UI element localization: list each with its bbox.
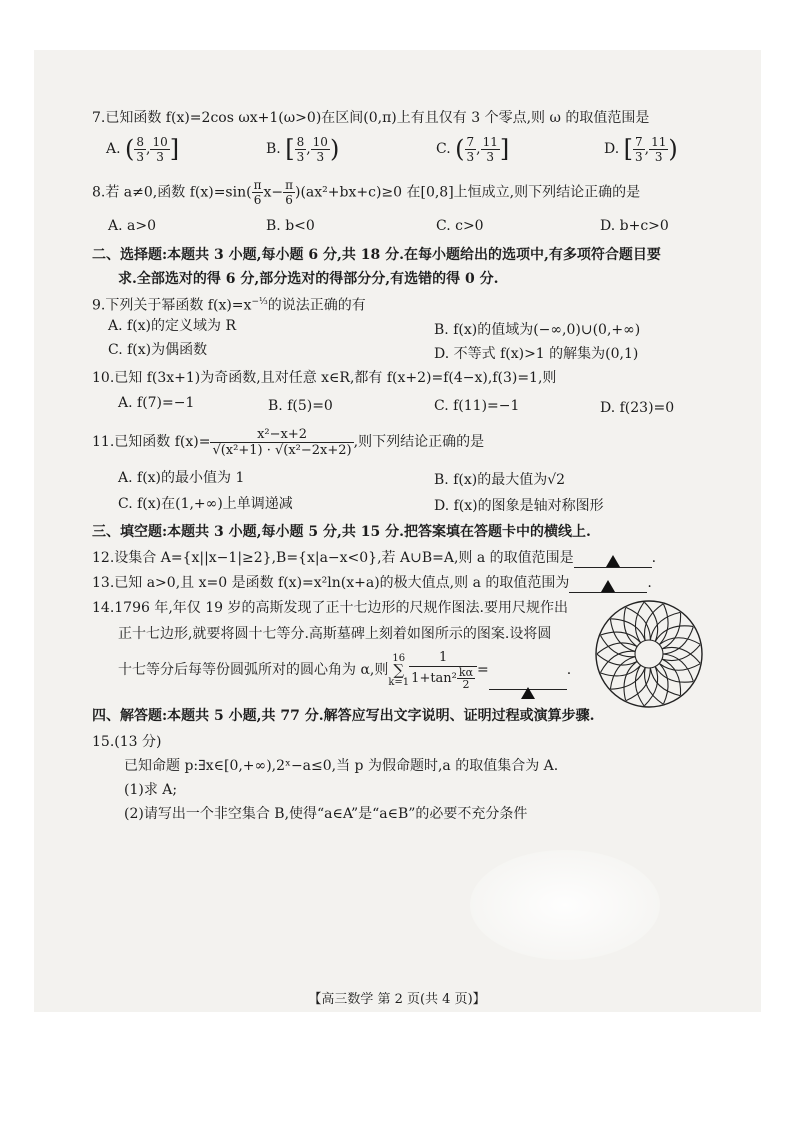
q15-line3: (2)请写出一个非空集合 B,使得“a∈A”是“a∈B”的必要不充分条件 xyxy=(124,806,528,822)
q11-fraction: $\frac{\text{x²−x+2}}{\text{√(x²+1) · √(x²−2x+2)}}$ xyxy=(212,426,352,458)
q7-stem: 7.已知函数 f(x)=2cos ωx+1(ω>0)在区间(0,π)上有且仅有 3 个零点,则 ω 的取值范围是 xyxy=(92,110,650,126)
petal-curve xyxy=(659,604,668,645)
q11-option-d: D. f(x)的图象是轴对称图形 xyxy=(434,498,604,514)
q15-line1: 已知命题 p:∃x∈[0,+∞),2ˣ−a≤0,当 p 为假命题时,a 的取值集合为 A. xyxy=(124,758,559,774)
q8-option-c: C. c>0 xyxy=(436,218,484,234)
q10-stem: 10.已知 f(3x+1)为奇函数,且对任意 x∈R,都有 f(x+2)=f(4−x),f(3)=1,则 xyxy=(92,370,557,386)
q10-option-d: D. f(23)=0 xyxy=(600,400,675,416)
q9-option-c: C. f(x)为偶函数 xyxy=(108,342,208,358)
petal-curve xyxy=(597,654,637,665)
q14-sum: 16 ∑ k=1 xyxy=(388,652,410,688)
triangle-icon xyxy=(606,555,620,567)
section4-heading: 四、解答题:本题共 5 小题,共 77 分.解答应写出文字说明、证明过程或演算步骤. xyxy=(92,708,595,724)
q14-line1: 14.1796 年,年仅 19 岁的高斯发现了正十七边形的尺规作图法.要用尺规作出 xyxy=(92,600,568,616)
q13-answer-blank xyxy=(569,576,647,593)
q8-option-a: A. a>0 xyxy=(108,218,156,234)
q14-line3: 十七等分后每等份圆弧所对的圆心角为 α,则16 ∑ k=1 1 1+tan² $\frac{k\alpha}{2}$ = . xyxy=(118,650,571,690)
q11-option-a: A. f(x)的最小值为 1 xyxy=(118,470,245,486)
q14-line2: 正十七边形,就要将圆十七等分.高斯墓碑上刻着如图所示的图案.设将圆 xyxy=(118,626,552,642)
q9-option-a: A. f(x)的定义域为 R xyxy=(108,318,237,334)
section2-line1: 二、选择题:本题共 3 小题,每小题 6 分,共 18 分.在每小题给出的选项中,有多项符合题目要 xyxy=(92,247,661,263)
q15-line2: (1)求 A; xyxy=(124,782,178,798)
q8-frac-2: $\frac{\pi}{6}$ xyxy=(285,178,293,207)
page-footer: 【高三数学 第 2 页(共 4 页)】 xyxy=(308,992,486,1007)
petal-curve xyxy=(600,651,635,672)
q11-stem: 11.已知函数 f(x)= $\frac{\text{x²−x+2}}{\text{√(x²+1) · √(x²−2x+2)}}$ ,则下列结论正确的是 xyxy=(92,426,485,458)
q9-stem: 9.下列关于幂函数 $f(x)=x^{-\frac{1}{3}}$的说法正确的有 xyxy=(92,297,366,314)
petal-curve xyxy=(635,665,644,706)
petal-curve xyxy=(600,635,635,656)
inner-circle xyxy=(635,640,663,668)
petal-curve xyxy=(635,602,644,643)
q10-option-c: C. f(11)=−1 xyxy=(434,398,520,414)
q8-stem: 8.若 a≠0,函数 f(x)=sin( $\frac{\pi}{6}$ x− $\frac{\pi}{6}$ )(ax²+bx+c)≥0 在[0,8]上恒成立,则下列结论正确的是 xyxy=(92,178,641,207)
petal-curve xyxy=(601,632,641,643)
q14-fraction: 1 1+tan² $\frac{k\alpha}{2}$ xyxy=(409,650,477,690)
q14-answer-blank xyxy=(489,673,567,690)
q15-head: 15.(13 分) xyxy=(92,734,162,750)
q11-option-b: B. f(x)的最大值为√2 xyxy=(434,472,566,488)
q10-option-a: A. f(7)=−1 xyxy=(118,395,195,411)
petal-curve xyxy=(659,638,700,645)
petal-curve xyxy=(601,665,641,676)
petal-curve xyxy=(597,643,637,654)
q13: 13.已知 a>0,且 x=0 是函数 f(x)=x²ln(x+a)的极大值点,则 a 的取值范围为 . xyxy=(92,575,652,591)
q7-option-d: D. [ $\frac{7}{3}$ , $\frac{11}{3}$ ) xyxy=(604,134,678,164)
q8-option-b: B. b<0 xyxy=(266,218,315,234)
q9-option-b: B. f(x)的值域为(−∞,0)∪(0,+∞) xyxy=(434,322,641,338)
q12-answer-blank xyxy=(574,551,652,568)
q8-option-d: D. b+c>0 xyxy=(600,218,669,234)
q9-option-d: D. 不等式 f(x)>1 的解集为(0,1) xyxy=(434,346,639,362)
petal-curve xyxy=(659,663,700,670)
q11-option-c: C. f(x)在(1,+∞)上单调递减 xyxy=(118,496,293,512)
triangle-icon xyxy=(521,687,535,699)
q10-option-b: B. f(5)=0 xyxy=(268,398,333,414)
petal-curve xyxy=(659,663,668,704)
q12: 12.设集合 A={x||x−1|≥2},B={x|a−x<0},若 A∪B=A,则 a 的取值范围是 . xyxy=(92,550,657,566)
section3-heading: 三、填空题:本题共 3 小题,每小题 5 分,共 15 分.把答案填在答题卡中的横线上. xyxy=(92,524,591,540)
q7-option-a: A. ( $\frac{8}{3}$ , $\frac{10}{3}$ ] xyxy=(106,134,180,164)
q7-option-c: C. ( $\frac{7}{3}$ , $\frac{11}{3}$ ] xyxy=(436,134,510,164)
section2-line2: 求.全部选对的得 6 分,部分选对的得部分分,有选错的得 0 分. xyxy=(118,271,499,287)
smudge xyxy=(470,850,660,960)
q8-frac-1: $\frac{\pi}{6}$ xyxy=(253,178,262,207)
gauss-17-gon-figure xyxy=(593,598,705,710)
q7-option-b: B. [ $\frac{8}{3}$ , $\frac{10}{3}$ ) xyxy=(266,134,340,164)
triangle-icon xyxy=(601,580,615,592)
